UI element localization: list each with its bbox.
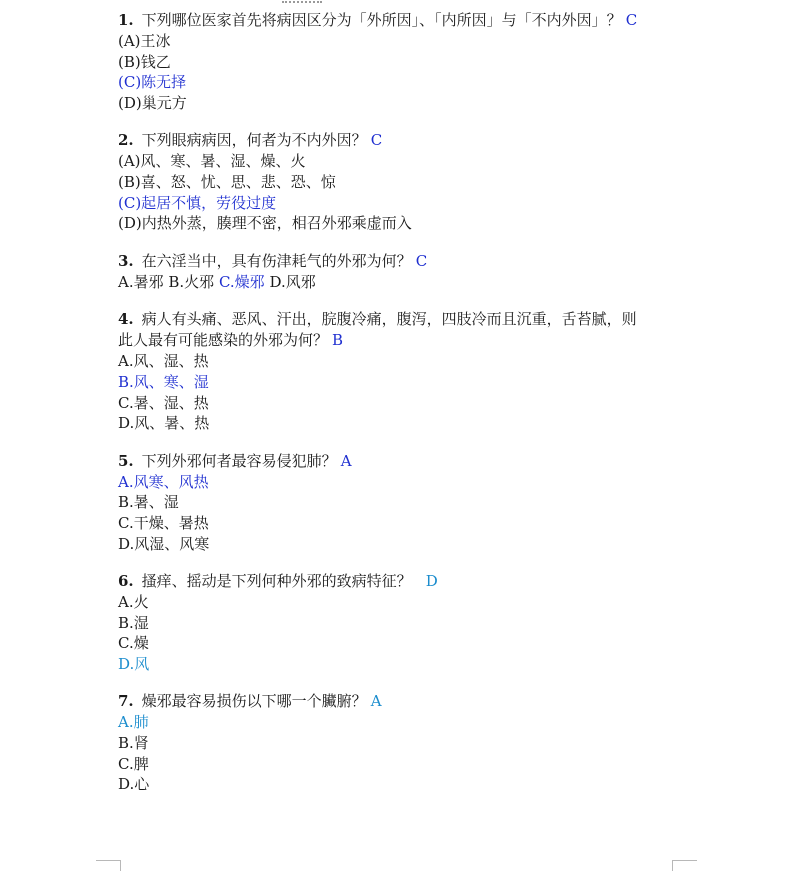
option-b: B.肾 — [118, 734, 149, 753]
question-text-line2: 此人最有可能感染的外邪为何？ — [118, 331, 329, 350]
question-7 — [118, 691, 688, 794]
answer-key: A — [340, 451, 352, 470]
question-number: 3. — [118, 251, 134, 270]
question-number: 5. — [118, 451, 134, 470]
option-d-correct: D.风 — [118, 654, 150, 673]
option-b: B.暑、湿 — [118, 493, 179, 512]
option-a-correct: A.风寒、风热 — [118, 472, 209, 491]
question-text-line1: 病人有头痛、恶风、汗出，脘腹冷痛，腹泻，四肢冷而且沉重，舌苔腻，则 — [141, 310, 637, 329]
option-c-correct: C.燥邪 — [218, 272, 265, 291]
question-2-stem — [118, 130, 688, 151]
option-a: A.火 — [118, 593, 149, 612]
option-a: A.风、湿、热 — [118, 352, 209, 371]
answer-key: C — [625, 11, 638, 29]
question-number: 6. — [118, 572, 134, 591]
question-text: 燥邪最容易损伤以下哪一个臟腑？ — [141, 692, 367, 711]
option-a: (A)风、寒、暑、湿、燥、火 — [118, 152, 306, 171]
document-page — [118, 10, 688, 812]
question-text: 下列哪位医家首先将病因区分为「外所因」、「内所因」与「不内外因」？ — [141, 11, 622, 29]
option-c: C.燥 — [118, 634, 149, 653]
option-d: D.风湿、风寒 — [118, 534, 210, 553]
answer-key: A — [370, 692, 382, 711]
option-c: C.干燥、暑热 — [118, 513, 209, 532]
option-c: C.暑、湿、热 — [118, 393, 209, 412]
option-a: (A)王冰 — [118, 32, 171, 50]
option-a-correct: A.肺 — [118, 713, 149, 732]
option-c-correct: (C)起居不慎，劳役过度 — [118, 193, 277, 212]
option-d: D.风邪 — [269, 272, 316, 291]
answer-key: C — [370, 131, 383, 150]
option-d: (D)内热外蒸，腠理不密，相召外邪乘虚而入 — [118, 214, 412, 233]
option-d: (D)巢元方 — [118, 93, 187, 112]
question-4 — [118, 309, 688, 433]
question-number: 1. — [118, 11, 134, 29]
option-c: C.脾 — [118, 754, 149, 773]
question-6-stem — [118, 571, 688, 592]
question-2 — [118, 130, 688, 233]
question-number: 7. — [118, 692, 134, 711]
question-5 — [118, 451, 688, 554]
option-b: (B)喜、怒、忧、思、悲、恐、惊 — [118, 172, 336, 191]
question-6 — [118, 571, 688, 674]
inline-options — [118, 272, 688, 293]
option-d: D.心 — [118, 775, 150, 794]
question-number: 4. — [118, 310, 134, 329]
answer-key: D — [425, 572, 438, 591]
question-number: 2. — [118, 131, 134, 150]
option-c-correct: (C)陈无择 — [118, 73, 187, 92]
option-a: A.暑邪 — [118, 272, 164, 291]
answer-key: C — [415, 251, 428, 270]
question-4-stem-line1 — [118, 309, 688, 330]
option-b: (B)钱乙 — [118, 52, 171, 71]
option-b: B.湿 — [118, 613, 149, 632]
question-text: 搔痒、摇动是下列何种外邪的致病特征？ — [141, 572, 412, 591]
page-corner-mark-left — [96, 860, 121, 871]
question-7-stem — [118, 691, 688, 712]
question-text: 在六淫当中，具有伤津耗气的外邪为何？ — [141, 251, 412, 270]
answer-key: B — [332, 331, 344, 350]
question-5-stem — [118, 451, 688, 472]
question-3 — [118, 251, 688, 293]
question-1-stem — [118, 10, 688, 31]
question-1 — [118, 10, 688, 113]
question-4-stem-line2 — [118, 330, 688, 351]
question-3-stem — [118, 251, 688, 272]
page-corner-mark-right — [672, 860, 697, 871]
option-d: D.风、暑、热 — [118, 414, 210, 433]
header-remnant-mark — [282, 0, 322, 3]
option-b-correct: B.风、寒、湿 — [118, 372, 209, 391]
option-b: B.火邪 — [168, 272, 215, 291]
question-text: 下列眼病病因，何者为不内外因？ — [141, 131, 367, 150]
question-text: 下列外邪何者最容易侵犯肺？ — [141, 451, 337, 470]
